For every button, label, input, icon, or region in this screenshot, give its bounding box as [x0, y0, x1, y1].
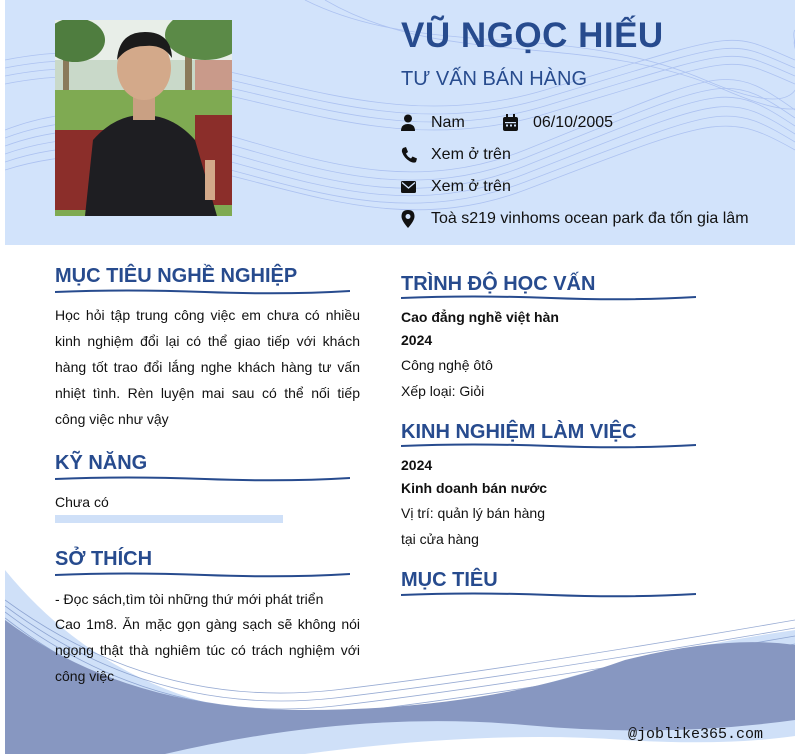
experience-year: 2024: [401, 457, 433, 473]
education-major: Công nghệ ôtô: [401, 357, 493, 373]
experience-location: tại cửa hàng: [401, 531, 479, 547]
education-title: TRÌNH ĐỘ HỌC VẤN: [401, 273, 596, 295]
hobbies-line-1: - Đọc sách,tìm tòi những thứ mới phát triển: [55, 591, 324, 607]
phone-value: Xem ở trên: [431, 146, 511, 163]
objective-underline: [55, 288, 350, 296]
gender-value: Nam: [431, 114, 465, 131]
skill-item: Chưa có: [55, 494, 109, 510]
skill-level-bar: [55, 515, 283, 523]
experience-position: Vị trí: quản lý bán hàng: [401, 505, 545, 521]
education-school: Cao đẳng nghề việt hàn: [401, 309, 559, 325]
phone-icon: [401, 146, 417, 164]
user-icon: [401, 114, 417, 132]
envelope-icon: [401, 178, 417, 196]
cv-header: [5, 0, 795, 245]
goal-underline: [401, 591, 696, 599]
experience-company: Kinh doanh bán nước: [401, 480, 548, 496]
calendar-icon: [503, 114, 519, 132]
objective-text: Học hỏi tập trung công việc em chưa có nhiều kinh nghiệm đổi lại có thể giao tiếp với khách hàng tốt trao đổi lắng nghe khách hàng tư vấn nhiệt tình. Rèn luyện mai sau có thể nối tiếp công việc như vậy: [55, 307, 360, 427]
hobbies-underline: [55, 571, 350, 579]
address-value: Toà s219 vinhoms ocean park đa tốn gia lâm: [431, 210, 749, 227]
experience-title: KINH NGHIỆM LÀM VIỆC: [401, 421, 637, 443]
education-underline: [401, 294, 696, 302]
cv-page: [5, 0, 795, 754]
skills-underline: [55, 475, 350, 483]
email-value: Xem ở trên: [431, 178, 511, 195]
experience-underline: [401, 442, 696, 450]
hobbies-text: Cao 1m8. Ăn mặc gọn gàng sạch sẽ không nói ngọng thật thà nghiêm túc có trách nghiệm với công việc: [55, 616, 360, 684]
hobbies-title: SỞ THÍCH: [55, 548, 153, 570]
candidate-job-title: TƯ VẤN BÁN HÀNG: [401, 68, 587, 90]
education-year: 2024: [401, 332, 433, 348]
skills-title: KỸ NĂNG: [55, 452, 148, 474]
birthdate-value: 06/10/2005: [533, 114, 614, 131]
candidate-name: VŨ NGỌC HIẾU: [401, 16, 664, 55]
profile-photo: [55, 20, 232, 216]
education-grade: Xếp loại: Giỏi: [401, 383, 485, 399]
goal-title: MỤC TIÊU: [401, 569, 498, 591]
objective-title: MỤC TIÊU NGHỀ NGHIỆP: [55, 265, 298, 287]
watermark-text: @joblike365.com: [628, 726, 764, 743]
map-pin-icon: [401, 210, 417, 228]
